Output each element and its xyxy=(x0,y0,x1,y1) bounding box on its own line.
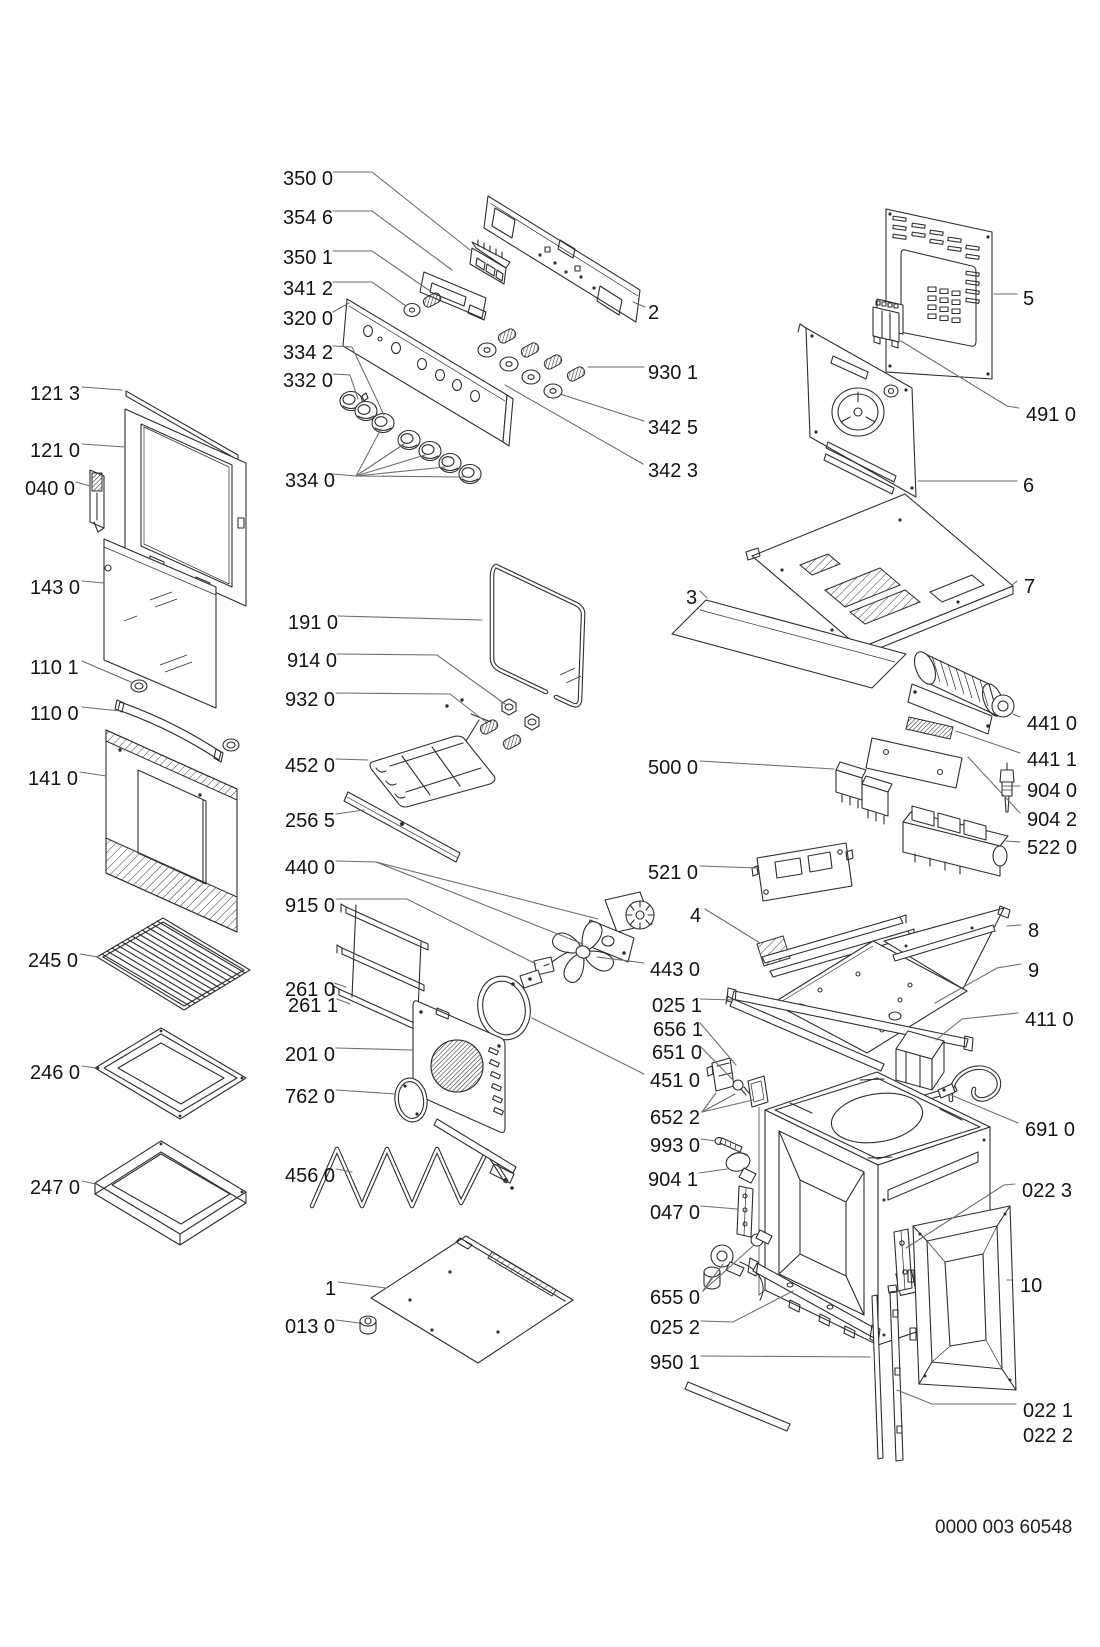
label-320-0: 320 0 xyxy=(283,308,334,330)
label-334-0: 334 0 xyxy=(285,470,336,492)
label-950-1: 950 1 xyxy=(650,1352,701,1374)
label-256-5: 256 5 xyxy=(285,810,336,832)
label-456-0: 456 0 xyxy=(285,1165,336,1187)
label-143-0: 143 0 xyxy=(30,577,81,599)
label-993-0: 993 0 xyxy=(650,1135,701,1157)
label-025-2: 025 2 xyxy=(650,1317,701,1339)
part-fascia-panel xyxy=(343,299,513,446)
label-452-0: 452 0 xyxy=(285,755,336,777)
label-121-0: 121 0 xyxy=(30,440,81,462)
label-246-0: 246 0 xyxy=(30,1062,81,1084)
part-control-mount xyxy=(752,843,853,901)
label-500-0: 500 0 xyxy=(648,757,699,779)
label-354-6: 354 6 xyxy=(283,207,334,229)
label-904-2: 904 2 xyxy=(1027,809,1078,831)
part-lower-element xyxy=(312,1119,516,1206)
label-411-0: 411 0 xyxy=(1025,1009,1074,1031)
label-245-0: 245 0 xyxy=(28,950,79,972)
label-451-0: 451 0 xyxy=(650,1070,701,1092)
label-915-0: 915 0 xyxy=(285,895,336,917)
part-bottom-trim xyxy=(344,792,460,862)
label-440-0: 440 0 xyxy=(285,857,336,879)
part-washer-spring xyxy=(404,291,442,316)
part-back-liner xyxy=(413,1001,505,1133)
part-deep-tray xyxy=(95,1141,246,1245)
label-341-2: 341 2 xyxy=(283,278,334,300)
label-item-1: 1 xyxy=(325,1278,337,1300)
label-item-8: 8 xyxy=(1028,920,1040,942)
label-item-10: 10 xyxy=(1020,1275,1043,1297)
label-350-0: 350 0 xyxy=(283,168,334,190)
label-191-0: 191 0 xyxy=(288,612,339,634)
part-side-bar xyxy=(737,1186,753,1237)
label-914-0: 914 0 xyxy=(287,650,338,672)
label-022-2: 022 2 xyxy=(1023,1425,1074,1447)
label-904-1: 904 1 xyxy=(648,1169,699,1191)
label-201-0: 201 0 xyxy=(285,1044,336,1066)
part-hinge xyxy=(90,470,104,532)
label-651-0: 651 0 xyxy=(652,1042,703,1064)
label-930-1: 930 1 xyxy=(648,362,699,384)
part-base-panel xyxy=(371,1236,573,1363)
label-342-3: 342 3 xyxy=(648,460,699,482)
part-control-board xyxy=(484,196,640,322)
label-item-4: 4 xyxy=(690,905,702,927)
label-350-1: 350 1 xyxy=(283,247,334,269)
label-item-7: 7 xyxy=(1024,576,1036,598)
part-screw xyxy=(715,1138,742,1152)
label-332-0: 332 0 xyxy=(283,370,334,392)
label-904-0: 904 0 xyxy=(1027,780,1078,802)
label-022-1: 022 1 xyxy=(1023,1400,1074,1422)
label-762-0: 762 0 xyxy=(285,1086,336,1108)
label-047-0: 047 0 xyxy=(650,1202,701,1224)
label-334-2: 334 2 xyxy=(283,342,334,364)
label-040-0: 040 0 xyxy=(25,478,76,500)
part-foot-grommet xyxy=(360,1316,376,1334)
label-522-0: 522 0 xyxy=(1027,837,1078,859)
label-247-0: 247 0 xyxy=(30,1177,81,1199)
label-261-0: 261 0 xyxy=(285,979,336,1001)
label-110-0: 110 0 xyxy=(30,703,79,725)
part-nuts-springs xyxy=(479,668,581,751)
label-656-1: 656 1 xyxy=(653,1019,704,1041)
label-441-1: 441 1 xyxy=(1027,749,1078,771)
part-baking-tray xyxy=(95,1028,246,1119)
part-lower-front-rail xyxy=(685,1382,790,1431)
label-443-0: 443 0 xyxy=(650,959,701,981)
label-013-0: 013 0 xyxy=(285,1316,336,1338)
label-025-1: 025 1 xyxy=(652,995,703,1017)
label-item-9: 9 xyxy=(1028,960,1040,982)
label-item-6: 6 xyxy=(1023,475,1035,497)
label-342-5: 342 5 xyxy=(648,417,699,439)
label-441-0: 441 0 xyxy=(1027,713,1078,735)
part-cable-connector xyxy=(534,952,568,975)
label-655-0: 655 0 xyxy=(650,1287,701,1309)
label-item-2: 2 xyxy=(648,302,660,324)
part-lamp-switch-parts xyxy=(707,1058,768,1107)
label-261-1: 261 1 xyxy=(288,995,339,1017)
part-thermostat-group xyxy=(704,1230,772,1300)
diagram-line-art xyxy=(90,196,1016,1461)
part-rear-outer-panel xyxy=(908,1206,1016,1390)
part-rear-vent-panel xyxy=(886,209,992,379)
part-display-module xyxy=(470,240,510,284)
label-item-5: 5 xyxy=(1023,288,1035,310)
part-plug-knob xyxy=(724,1150,756,1183)
label-item-3: 3 xyxy=(686,587,698,609)
label-022-3: 022 3 xyxy=(1022,1180,1073,1202)
part-door-gasket xyxy=(492,566,583,705)
label-491-0: 491 0 xyxy=(1026,404,1077,426)
label-691-0: 691 0 xyxy=(1025,1119,1076,1141)
label-110-1: 110 1 xyxy=(30,657,79,679)
label-121-3: 121 3 xyxy=(30,383,81,405)
label-141-0: 141 0 xyxy=(28,768,79,790)
label-932-0: 932 0 xyxy=(285,689,336,711)
document-number: 0000 003 60548 xyxy=(935,1517,1073,1538)
part-vent-strip xyxy=(906,717,953,739)
label-652-2: 652 2 xyxy=(650,1107,701,1129)
part-wire-rack xyxy=(97,918,250,1010)
label-521-0: 521 0 xyxy=(648,862,699,884)
part-switch-bank xyxy=(903,806,1008,876)
